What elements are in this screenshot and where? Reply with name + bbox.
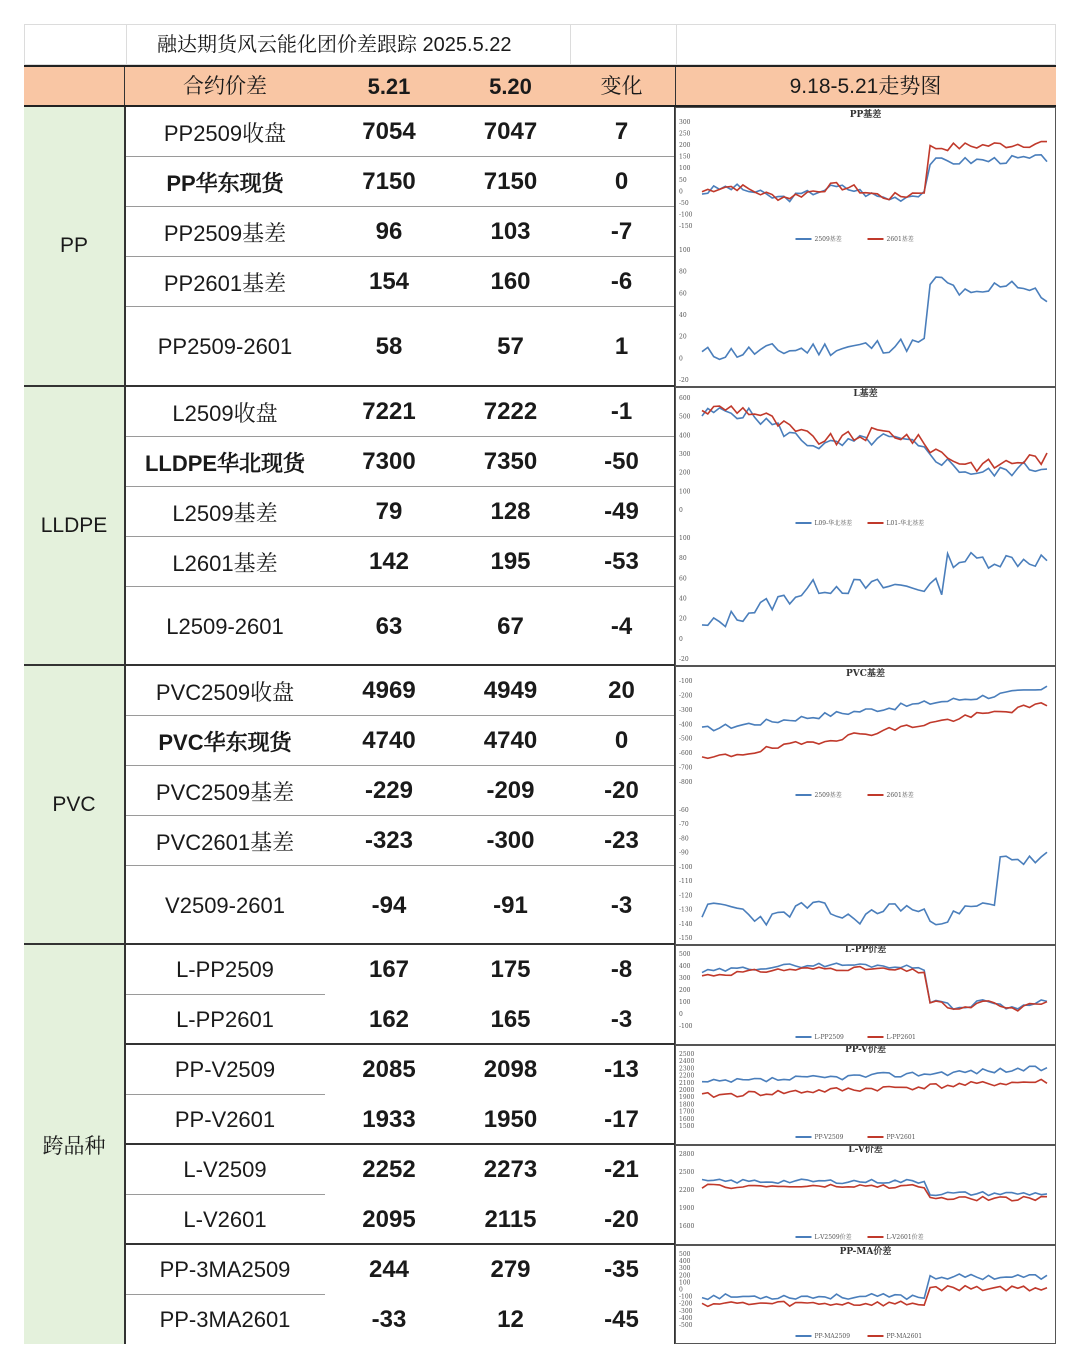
y-tick-label: 400 — [679, 1258, 691, 1266]
y-tick-label: 60 — [679, 575, 687, 583]
value-5-21: -33 — [371, 1305, 407, 1333]
y-tick-labels — [679, 247, 691, 384]
value-5-20: 7047 — [483, 118, 538, 145]
row-name: L2601基差 — [172, 550, 278, 576]
chart-legend — [796, 235, 914, 243]
y-tick-labels — [679, 951, 693, 1030]
y-tick-label: -20 — [679, 377, 689, 384]
value-5-20: 279 — [490, 1256, 531, 1283]
table-row — [125, 1295, 675, 1344]
group-lldpe: LLDPE — [24, 387, 125, 666]
chart-panel-pp — [675, 107, 1056, 387]
row-name: LLDPE华北现货 — [144, 450, 306, 476]
table-row — [125, 1095, 675, 1145]
y-tick-label: 500 — [679, 413, 691, 421]
table-row — [125, 107, 675, 157]
row-name: PP2509基差 — [163, 220, 287, 246]
row-name: L-V2509 — [183, 1157, 267, 1182]
row-name: PVC2509基差 — [155, 779, 295, 805]
row-name: PP-3MA2509 — [159, 1257, 291, 1282]
value-5-21: 7221 — [362, 398, 416, 425]
row-name: PP2509-2601 — [157, 334, 293, 359]
value-change: -8 — [610, 956, 633, 983]
y-tick-label: -800 — [679, 779, 693, 786]
sheet-title: 融达期货风云能化团价差跟踪 2025.5.22 — [157, 34, 512, 56]
row-name: L2509收盘 — [172, 400, 278, 426]
value-5-21: 4740 — [362, 727, 416, 754]
y-tick-label: -500 — [679, 1322, 693, 1329]
chart-title: PVC基差 — [846, 669, 885, 679]
legend-label: PP-V2601 — [886, 1134, 916, 1141]
value-5-20: 12 — [497, 1305, 524, 1333]
legend-label: L-V2509价差 — [814, 1234, 852, 1241]
value-5-21: 58 — [375, 333, 403, 360]
y-tick-label: 0 — [679, 355, 683, 363]
chart-lv — [676, 1146, 1055, 1244]
row-name: PP-V2509 — [174, 1057, 276, 1082]
y-tick-label: 100 — [679, 247, 691, 254]
y-tick-label: -100 — [679, 678, 693, 685]
chart-panel-lpp — [675, 945, 1056, 1045]
header-date-2: 5.20 — [489, 74, 532, 99]
y-tick-label: 500 — [679, 1251, 691, 1258]
value-change: -6 — [610, 268, 633, 295]
value-5-20: 4740 — [483, 727, 538, 754]
y-tick-label: -200 — [679, 692, 693, 700]
table-row — [125, 945, 675, 995]
y-tick-label: -300 — [679, 1307, 693, 1315]
y-tick-label: 1800 — [679, 1101, 695, 1109]
table-row — [125, 1245, 675, 1295]
chart-title — [832, 246, 899, 247]
y-tick-label: 1700 — [679, 1108, 695, 1116]
y-tick-label: 100 — [679, 488, 691, 496]
row-name: PP华东现货 — [166, 170, 284, 196]
y-tick-label: 600 — [679, 395, 691, 402]
series-line — [702, 1079, 1047, 1097]
value-5-20: 128 — [490, 498, 531, 525]
header-chart: 9.18-5.21走势图 — [789, 75, 942, 98]
table-row — [125, 716, 675, 766]
series-line — [702, 686, 1047, 731]
chart-pvc-spread — [676, 802, 1055, 944]
series-line — [702, 967, 1047, 1011]
chart-panel-pvc — [675, 666, 1056, 945]
y-tick-label: -600 — [679, 750, 693, 758]
chart-panel-lv — [675, 1145, 1056, 1245]
chart-title: L-PP价差 — [844, 946, 887, 955]
value-change: -45 — [604, 1305, 639, 1333]
row-name: L-PP2601 — [176, 1007, 274, 1032]
value-5-21: -323 — [364, 827, 414, 854]
chart-pvc-basis — [676, 667, 1055, 802]
legend-label: 2601基差 — [886, 236, 914, 243]
row-name: PVC华东现货 — [158, 729, 292, 755]
table-row — [125, 995, 675, 1045]
y-tick-label: 400 — [679, 963, 691, 970]
chart-title — [829, 802, 903, 803]
y-tick-label: 0 — [679, 1286, 683, 1294]
value-5-21: -229 — [364, 777, 414, 804]
value-5-20: 1950 — [483, 1106, 538, 1133]
value-change: -7 — [610, 218, 633, 245]
chart-title: L基差 — [853, 389, 878, 399]
y-tick-label: -400 — [679, 721, 693, 729]
series-line — [702, 1274, 1047, 1299]
table-row — [125, 157, 675, 207]
legend-label: L01-华北基差 — [886, 520, 925, 527]
y-tick-label: 2200 — [679, 1072, 695, 1080]
legend-label: 2509基差 — [814, 792, 842, 799]
legend-label: PP-V2509 — [814, 1134, 844, 1141]
value-5-21: 154 — [368, 268, 410, 295]
header-change: 变化 — [600, 75, 643, 98]
title-row — [24, 24, 1056, 65]
y-tick-label: -100 — [679, 211, 693, 219]
value-change: -3 — [610, 891, 633, 919]
chart-panel-ppv — [675, 1045, 1056, 1145]
chart-title: PP基差 — [849, 110, 882, 120]
y-tick-label: -120 — [679, 892, 693, 900]
header-contract-spread: 合约价差 — [183, 75, 267, 98]
y-tick-labels — [679, 1051, 694, 1130]
table-row — [125, 1195, 675, 1245]
series-line — [702, 1066, 1047, 1082]
value-5-20: -209 — [486, 777, 535, 804]
legend-label: L-V2601价差 — [886, 1234, 924, 1241]
y-tick-label: 300 — [679, 119, 691, 126]
y-tick-label: 200 — [679, 142, 691, 150]
value-change: 20 — [608, 677, 635, 704]
value-5-21: 63 — [375, 612, 403, 640]
chart-pp-spread — [676, 246, 1055, 386]
value-5-21: 79 — [375, 498, 403, 525]
value-5-21: 162 — [368, 1006, 410, 1033]
value-5-20: 165 — [490, 1006, 531, 1033]
y-tick-label: 200 — [679, 987, 691, 994]
legend-label: PP-MA2601 — [886, 1333, 923, 1340]
y-tick-label: 250 — [679, 130, 691, 138]
y-tick-label: 2000 — [679, 1087, 695, 1094]
y-tick-label: 200 — [679, 469, 691, 477]
value-change: 1 — [614, 333, 629, 360]
value-change: -1 — [610, 398, 633, 425]
value-change: -20 — [604, 1206, 639, 1233]
value-5-20: 2273 — [483, 1156, 538, 1183]
legend-label: L-PP2509 — [814, 1034, 844, 1041]
value-change: -13 — [604, 1056, 639, 1083]
value-5-21: 7054 — [362, 118, 416, 145]
value-change: -3 — [610, 1006, 633, 1033]
y-tick-label: 60 — [679, 290, 687, 298]
row-name: L-PP2509 — [176, 957, 274, 982]
y-tick-label: 50 — [679, 176, 687, 184]
value-change: -35 — [604, 1256, 639, 1283]
legend-label: PP-MA2509 — [814, 1333, 851, 1340]
chart-title — [836, 530, 895, 531]
y-tick-label: -130 — [679, 906, 693, 914]
chart-l-basis — [676, 388, 1055, 530]
chart-title: PP-V价差 — [844, 1046, 887, 1055]
chart-pp-basis — [676, 108, 1055, 246]
y-tick-label: 2500 — [679, 1169, 695, 1176]
y-tick-label: 0 — [679, 635, 683, 643]
series-line — [702, 1179, 1047, 1195]
value-5-20: 4949 — [483, 677, 538, 704]
value-5-20: 103 — [490, 218, 531, 245]
chart-legend — [796, 519, 925, 527]
chart-ppv — [676, 1046, 1055, 1144]
value-5-21: 2095 — [362, 1206, 416, 1233]
value-change: -50 — [604, 448, 639, 475]
group-pp: PP — [24, 107, 125, 387]
series-line — [702, 408, 1047, 476]
y-tick-label: -80 — [679, 835, 689, 843]
chart-ppma — [676, 1246, 1055, 1343]
series-line — [702, 142, 1047, 201]
y-tick-label: -300 — [679, 706, 693, 714]
chart-legend — [796, 1333, 923, 1340]
y-tick-label: -50 — [679, 199, 689, 207]
series-line — [702, 852, 1047, 925]
chart-title: L-V价差 — [848, 1146, 883, 1155]
value-change: -17 — [604, 1106, 639, 1133]
y-tick-label: -140 — [679, 920, 693, 928]
y-tick-label: 300 — [679, 1265, 691, 1273]
y-tick-label: -400 — [679, 1314, 693, 1322]
y-tick-label: 20 — [679, 333, 687, 341]
value-5-20: 67 — [497, 612, 524, 640]
value-5-21: 2085 — [362, 1056, 416, 1083]
table-row — [125, 587, 675, 666]
y-tick-label: 1900 — [679, 1094, 695, 1102]
y-tick-labels — [679, 678, 693, 786]
table-row — [125, 437, 675, 487]
y-tick-label: 150 — [679, 153, 691, 161]
group-cross: 跨品种 — [24, 945, 125, 1344]
value-5-21: -94 — [371, 891, 407, 919]
y-tick-label: 2100 — [679, 1079, 695, 1087]
chart-l-spread — [676, 530, 1055, 665]
row-name: PP2601基差 — [163, 270, 287, 296]
chart-legend — [796, 1034, 916, 1041]
y-tick-label: 2400 — [679, 1058, 695, 1066]
legend-label: 2601基差 — [886, 792, 914, 799]
row-name: PP-V2601 — [174, 1107, 276, 1132]
value-5-21: 7300 — [362, 448, 416, 475]
row-name: PVC2509收盘 — [155, 679, 295, 705]
value-5-21: 96 — [375, 218, 403, 245]
y-tick-label: 500 — [679, 951, 691, 958]
y-tick-label: -700 — [679, 764, 693, 772]
y-tick-label: -100 — [679, 1023, 693, 1030]
y-tick-labels — [679, 395, 691, 514]
value-5-21: 4969 — [362, 677, 416, 704]
spread-tracking-sheet — [24, 24, 1056, 1344]
value-5-21: 7150 — [362, 168, 416, 195]
chart-legend — [796, 1134, 916, 1141]
table-row — [125, 1045, 675, 1095]
table-row — [125, 816, 675, 866]
table-row — [125, 766, 675, 816]
y-tick-label: 0 — [679, 507, 683, 514]
series-line — [702, 553, 1047, 627]
chart-title: PP-MA价差 — [839, 1247, 892, 1257]
series-line — [702, 277, 1047, 359]
y-tick-label: 1500 — [679, 1123, 695, 1130]
value-5-21: 244 — [368, 1256, 410, 1283]
value-5-20: -300 — [486, 827, 535, 854]
y-tick-label: 0 — [679, 188, 683, 196]
value-5-20: 7350 — [483, 448, 538, 475]
value-5-20: 7150 — [483, 168, 538, 195]
y-tick-label: 2800 — [679, 1151, 695, 1158]
table-row — [125, 387, 675, 437]
value-change: -53 — [604, 548, 639, 575]
value-change: -21 — [604, 1156, 639, 1183]
y-tick-label: 100 — [679, 535, 691, 542]
legend-label: 2509基差 — [814, 236, 842, 243]
chart-panel-ppma — [675, 1245, 1056, 1344]
table-row — [125, 1145, 675, 1195]
table-row — [125, 307, 675, 387]
table-row — [125, 866, 675, 945]
value-5-21: 1933 — [362, 1106, 416, 1133]
row-name: L2509-2601 — [166, 613, 284, 639]
y-tick-label: 300 — [679, 451, 691, 458]
y-tick-label: -70 — [679, 821, 689, 829]
y-tick-label: 2200 — [679, 1187, 695, 1194]
y-tick-labels — [679, 535, 691, 663]
y-tick-label: 1600 — [679, 1115, 695, 1123]
value-5-20: 195 — [490, 548, 531, 575]
table-row — [125, 207, 675, 257]
value-5-20: 160 — [490, 268, 531, 295]
y-tick-label: 100 — [679, 999, 691, 1006]
header-row — [24, 65, 1056, 107]
y-tick-label: 0 — [679, 1011, 683, 1018]
value-change: -23 — [604, 827, 639, 854]
y-tick-labels — [679, 119, 693, 230]
row-name: PP-3MA2601 — [159, 1306, 291, 1332]
group-pvc: PVC — [24, 666, 125, 945]
legend-label: L09-华北基差 — [814, 520, 853, 527]
y-tick-label: 200 — [679, 1272, 691, 1280]
y-tick-label: 300 — [679, 975, 691, 982]
y-tick-label: 80 — [679, 268, 687, 276]
value-5-20: -91 — [493, 891, 528, 919]
value-change: -49 — [604, 498, 639, 525]
y-tick-labels — [679, 807, 693, 942]
y-tick-label: 2300 — [679, 1065, 695, 1073]
y-tick-label: 100 — [679, 1279, 691, 1287]
y-tick-label: 400 — [679, 432, 691, 440]
chart-legend — [796, 1233, 924, 1241]
y-tick-label: 100 — [679, 165, 691, 173]
y-tick-label: 2500 — [679, 1051, 695, 1058]
y-tick-label: -200 — [679, 1300, 693, 1308]
y-tick-labels — [679, 1151, 694, 1230]
series-line — [702, 703, 1047, 758]
chart-panel-lldpe — [675, 387, 1056, 666]
y-tick-label: 1600 — [679, 1223, 695, 1230]
table-row — [125, 257, 675, 307]
row-name: V2509-2601 — [165, 892, 285, 918]
y-tick-label: -150 — [679, 935, 693, 942]
y-tick-label: -500 — [679, 735, 693, 743]
value-5-20: 2098 — [483, 1056, 538, 1083]
value-change: 0 — [614, 727, 629, 754]
value-change: 7 — [614, 118, 629, 145]
y-tick-label: 80 — [679, 555, 687, 563]
value-5-20: 2115 — [484, 1206, 537, 1233]
y-tick-labels — [679, 1251, 693, 1329]
value-change: -4 — [610, 612, 633, 640]
value-5-21: 2252 — [362, 1156, 416, 1183]
row-name: PVC2601基差 — [155, 829, 295, 855]
value-5-20: 57 — [497, 333, 524, 360]
table-row — [125, 537, 675, 587]
chart-legend — [796, 791, 914, 799]
y-tick-label: -110 — [679, 878, 693, 886]
y-tick-label: -20 — [679, 656, 689, 663]
row-name: PP2509收盘 — [163, 120, 287, 146]
legend-label: L-PP2601 — [886, 1034, 916, 1041]
table-row — [125, 666, 675, 716]
value-5-20: 175 — [490, 956, 531, 983]
y-tick-label: 40 — [679, 312, 687, 319]
y-tick-label: 20 — [679, 615, 687, 623]
value-5-21: 142 — [368, 548, 410, 575]
value-change: -20 — [604, 777, 639, 804]
y-tick-label: -100 — [679, 863, 693, 871]
y-tick-label: 1900 — [679, 1205, 695, 1212]
header-date-1: 5.21 — [367, 74, 411, 99]
y-tick-label: -150 — [679, 223, 693, 230]
row-name: L-V2601 — [183, 1207, 267, 1232]
value-5-20: 7222 — [483, 398, 538, 425]
row-name: L2509基差 — [172, 500, 278, 526]
y-tick-label: -90 — [679, 849, 689, 857]
y-tick-label: -100 — [679, 1293, 693, 1301]
y-tick-label: 40 — [679, 595, 687, 603]
value-change: 0 — [614, 168, 629, 195]
series-line — [702, 155, 1047, 202]
value-5-21: 167 — [368, 956, 410, 983]
chart-lpp — [676, 946, 1055, 1044]
table-row — [125, 487, 675, 537]
y-tick-label: -60 — [679, 807, 689, 814]
